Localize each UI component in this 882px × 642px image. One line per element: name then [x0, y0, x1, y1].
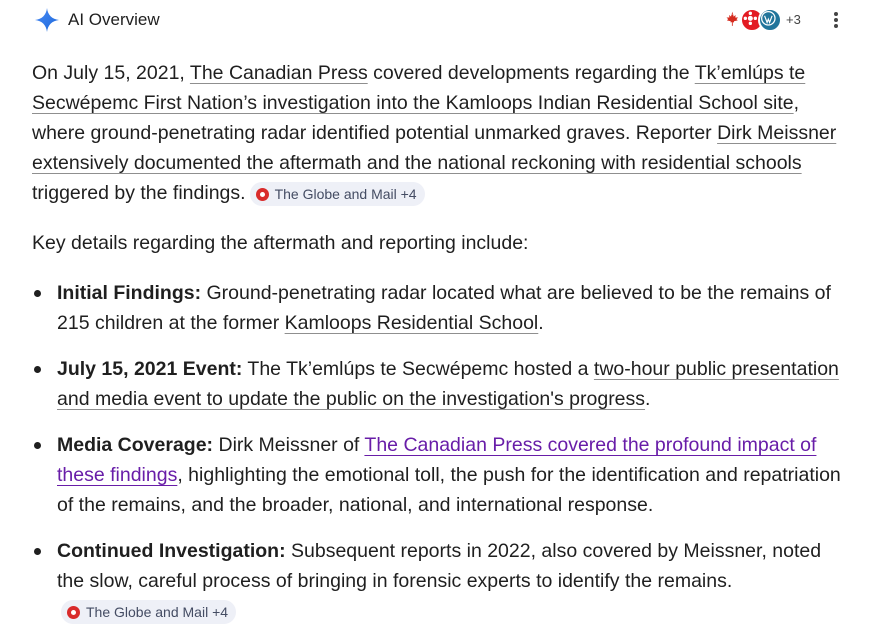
key-details-intro: Key details regarding the aftermath and reporting include:	[32, 232, 529, 254]
globe-mail-icon	[67, 606, 80, 619]
bullet-text: .	[645, 388, 651, 410]
intro-text-3: , where ground-penetrating radar identified potential unmarked graves. Reporter	[32, 92, 800, 144]
ai-overview-title: AI Overview	[68, 10, 160, 29]
bullet-text: , highlighting the emotional toll, the push for the identification and repatriation of the remains, and the broader, national, and international response.	[57, 464, 841, 516]
wordpress-icon	[758, 8, 782, 32]
overview-content	[32, 58, 842, 642]
bullet-text: Ground-penetrating radar located what are believed to be the remains of 215 children at the former	[57, 282, 831, 334]
presentation-event-link[interactable]: two-hour public presentation and media event to update the public on the investigation's progress	[57, 358, 839, 410]
more-sources-count[interactable]: +3	[786, 12, 801, 27]
list-item	[32, 278, 842, 338]
bullet-label: Media Coverage:	[57, 434, 214, 456]
list-item	[32, 430, 842, 520]
bullet-label: July 15, 2021 Event:	[57, 358, 243, 380]
meissner-link[interactable]: Dirk Meissner extensively documented the aftermath and the national reckoning with residential schools	[32, 122, 837, 174]
details-list	[32, 278, 842, 626]
ai-spark-icon	[34, 7, 60, 33]
investigation-link[interactable]: Tk’emlúps te Secwépemc First Nation’s investigation into the Kamloops Indian Residential School site	[32, 62, 806, 114]
bullet-text: The Tk’emlúps te Secwépemc hosted a	[242, 358, 594, 380]
bullet-label: Initial Findings:	[57, 282, 202, 304]
source-chip[interactable]	[61, 600, 236, 624]
canadian-press-link[interactable]: The Canadian Press	[189, 62, 368, 84]
globe-mail-icon	[256, 188, 269, 201]
list-item	[32, 354, 842, 414]
profound-impact-link[interactable]: The Canadian Press covered the profound impact of these findings	[57, 434, 817, 486]
list-item	[32, 536, 842, 626]
bullet-text: Subsequent reports in 2022, also covered by Meissner, noted the slow, careful process of bringing in forensic experts to identify the remains.	[57, 540, 822, 592]
intro-text-4: triggered by the findings.	[32, 182, 246, 204]
ai-overview-header	[0, 0, 882, 40]
source-chip[interactable]	[250, 182, 425, 206]
intro-text-1: On July 15, 2021,	[32, 62, 190, 84]
more-options-icon[interactable]	[826, 10, 846, 32]
intro-paragraph	[32, 58, 842, 208]
source-chip-label: The Globe and Mail +4	[274, 185, 417, 202]
intro-text-2: covered developments regarding the	[367, 62, 695, 84]
bullet-label: Continued Investigation:	[57, 540, 286, 562]
bullet-text: Dirk Meissner of	[213, 434, 365, 456]
source-chip-label: The Globe and Mail +4	[86, 603, 229, 620]
kamloops-school-link[interactable]: Kamloops Residential School	[284, 312, 539, 334]
bullet-text: .	[538, 312, 544, 334]
